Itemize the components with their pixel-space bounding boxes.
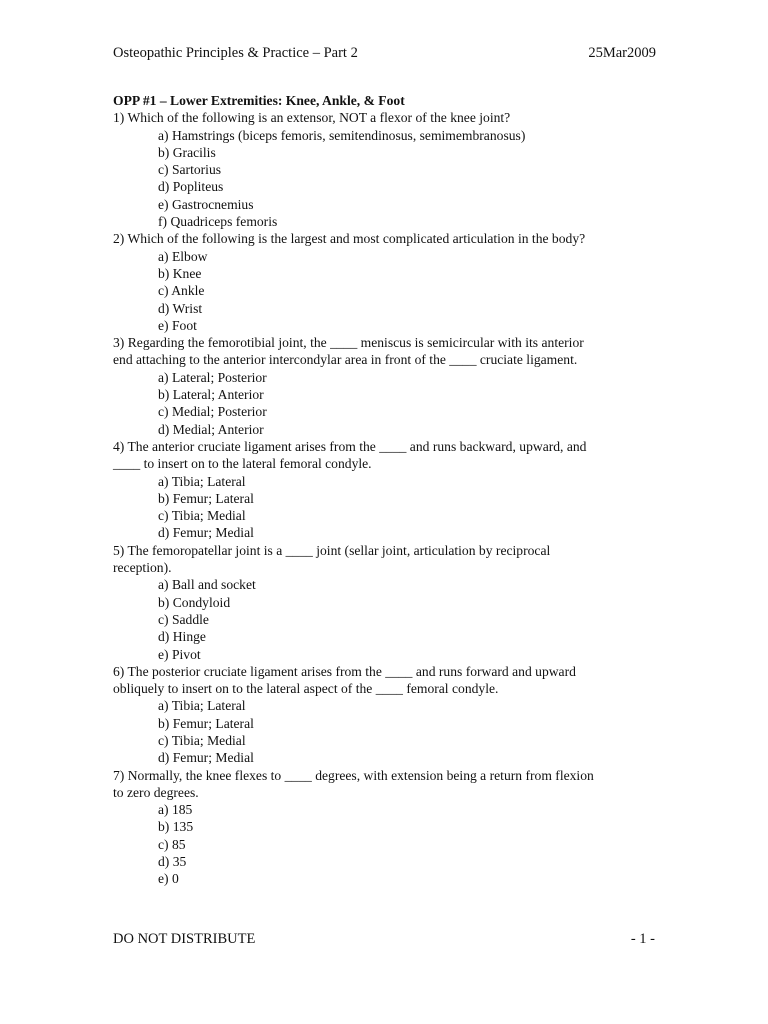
answer-option: d) 35 (158, 854, 187, 870)
answer-option: a) Lateral; Posterior (158, 369, 267, 385)
question-text: end attaching to the anterior intercondylar area in front of the ____ cruciate ligament. (113, 352, 578, 368)
answer-option: a) Tibia; Lateral (158, 698, 246, 714)
answer-option: b) 135 (158, 819, 194, 835)
question-text: 6) The posterior cruciate ligament arises from the ____ and runs forward and upward (113, 663, 576, 679)
course-title: Osteopathic Principles & Practice – Part 2 (113, 45, 358, 61)
question-5 (113, 542, 653, 663)
answer-option: a) Ball and socket (158, 577, 256, 593)
answer-option: e) Pivot (158, 646, 201, 662)
answer-option: c) Medial; Posterior (158, 404, 267, 420)
answer-option: d) Femur; Medial (158, 525, 254, 541)
answer-option: a) Tibia; Lateral (158, 473, 246, 489)
header-date: 25Mar2009 (588, 45, 656, 61)
distribution-notice: DO NOT DISTRIBUTE (113, 931, 256, 947)
question-text: to zero degrees. (113, 784, 199, 800)
answer-option: b) Femur; Lateral (158, 715, 254, 731)
answer-option: e) 0 (158, 871, 179, 887)
question-text: reception). (113, 560, 172, 576)
answer-option: a) Hamstrings (biceps femoris, semitendinosus, semimembranosus) (158, 127, 526, 143)
question-7 (113, 767, 653, 888)
answer-option: c) 85 (158, 836, 186, 852)
answer-option: b) Knee (158, 265, 202, 281)
answer-option: d) Femur; Medial (158, 750, 254, 766)
page-header (113, 45, 656, 65)
question-2 (113, 230, 653, 334)
answer-option: a) Elbow (158, 248, 208, 264)
answer-option: b) Gracilis (158, 144, 216, 160)
question-text: 3) Regarding the femorotibial joint, the ____ meniscus is semicircular with its anterior (113, 335, 584, 351)
question-3 (113, 334, 653, 438)
question-text: 7) Normally, the knee flexes to ____ degrees, with extension being a return from flexion (113, 767, 594, 783)
answer-option: c) Tibia; Medial (158, 508, 246, 524)
answer-option: b) Lateral; Anterior (158, 387, 264, 403)
answer-option: b) Condyloid (158, 594, 231, 610)
answer-option: c) Ankle (158, 283, 205, 299)
answer-option: c) Sartorius (158, 162, 222, 178)
page-number: - 1 - (630, 931, 655, 947)
answer-option: f) Quadriceps femoris (158, 214, 278, 230)
answer-option: a) 185 (158, 802, 193, 818)
question-text: obliquely to insert on to the lateral aspect of the ____ femoral condyle. (113, 681, 499, 697)
answer-option: e) Gastrocnemius (158, 196, 254, 212)
question-text: 4) The anterior cruciate ligament arises from the ____ and runs backward, upward, and (113, 438, 587, 454)
question-text: 2) Which of the following is the largest and most complicated articulation in the body? (113, 231, 586, 247)
answer-option: d) Hinge (158, 629, 206, 645)
question-text: 5) The femoropatellar joint is a ____ joint (sellar joint, articulation by reciprocal (113, 542, 551, 558)
answer-option: c) Saddle (158, 611, 209, 627)
question-1 (113, 109, 653, 230)
answer-option: c) Tibia; Medial (158, 732, 246, 748)
document-body (113, 92, 653, 888)
answer-option: d) Medial; Anterior (158, 421, 264, 437)
question-6 (113, 663, 653, 767)
answer-option: b) Femur; Lateral (158, 490, 254, 506)
answer-option: d) Wrist (158, 300, 203, 316)
answer-option: d) Popliteus (158, 179, 224, 195)
answer-option: e) Foot (158, 317, 197, 333)
page-footer (113, 931, 655, 951)
section-title: OPP #1 – Lower Extremities: Knee, Ankle, & Foot (113, 93, 405, 108)
question-text: 1) Which of the following is an extensor, NOT a flexor of the knee joint? (113, 110, 511, 126)
question-4 (113, 438, 653, 542)
question-text: ____ to insert on to the lateral femoral condyle. (113, 456, 372, 472)
